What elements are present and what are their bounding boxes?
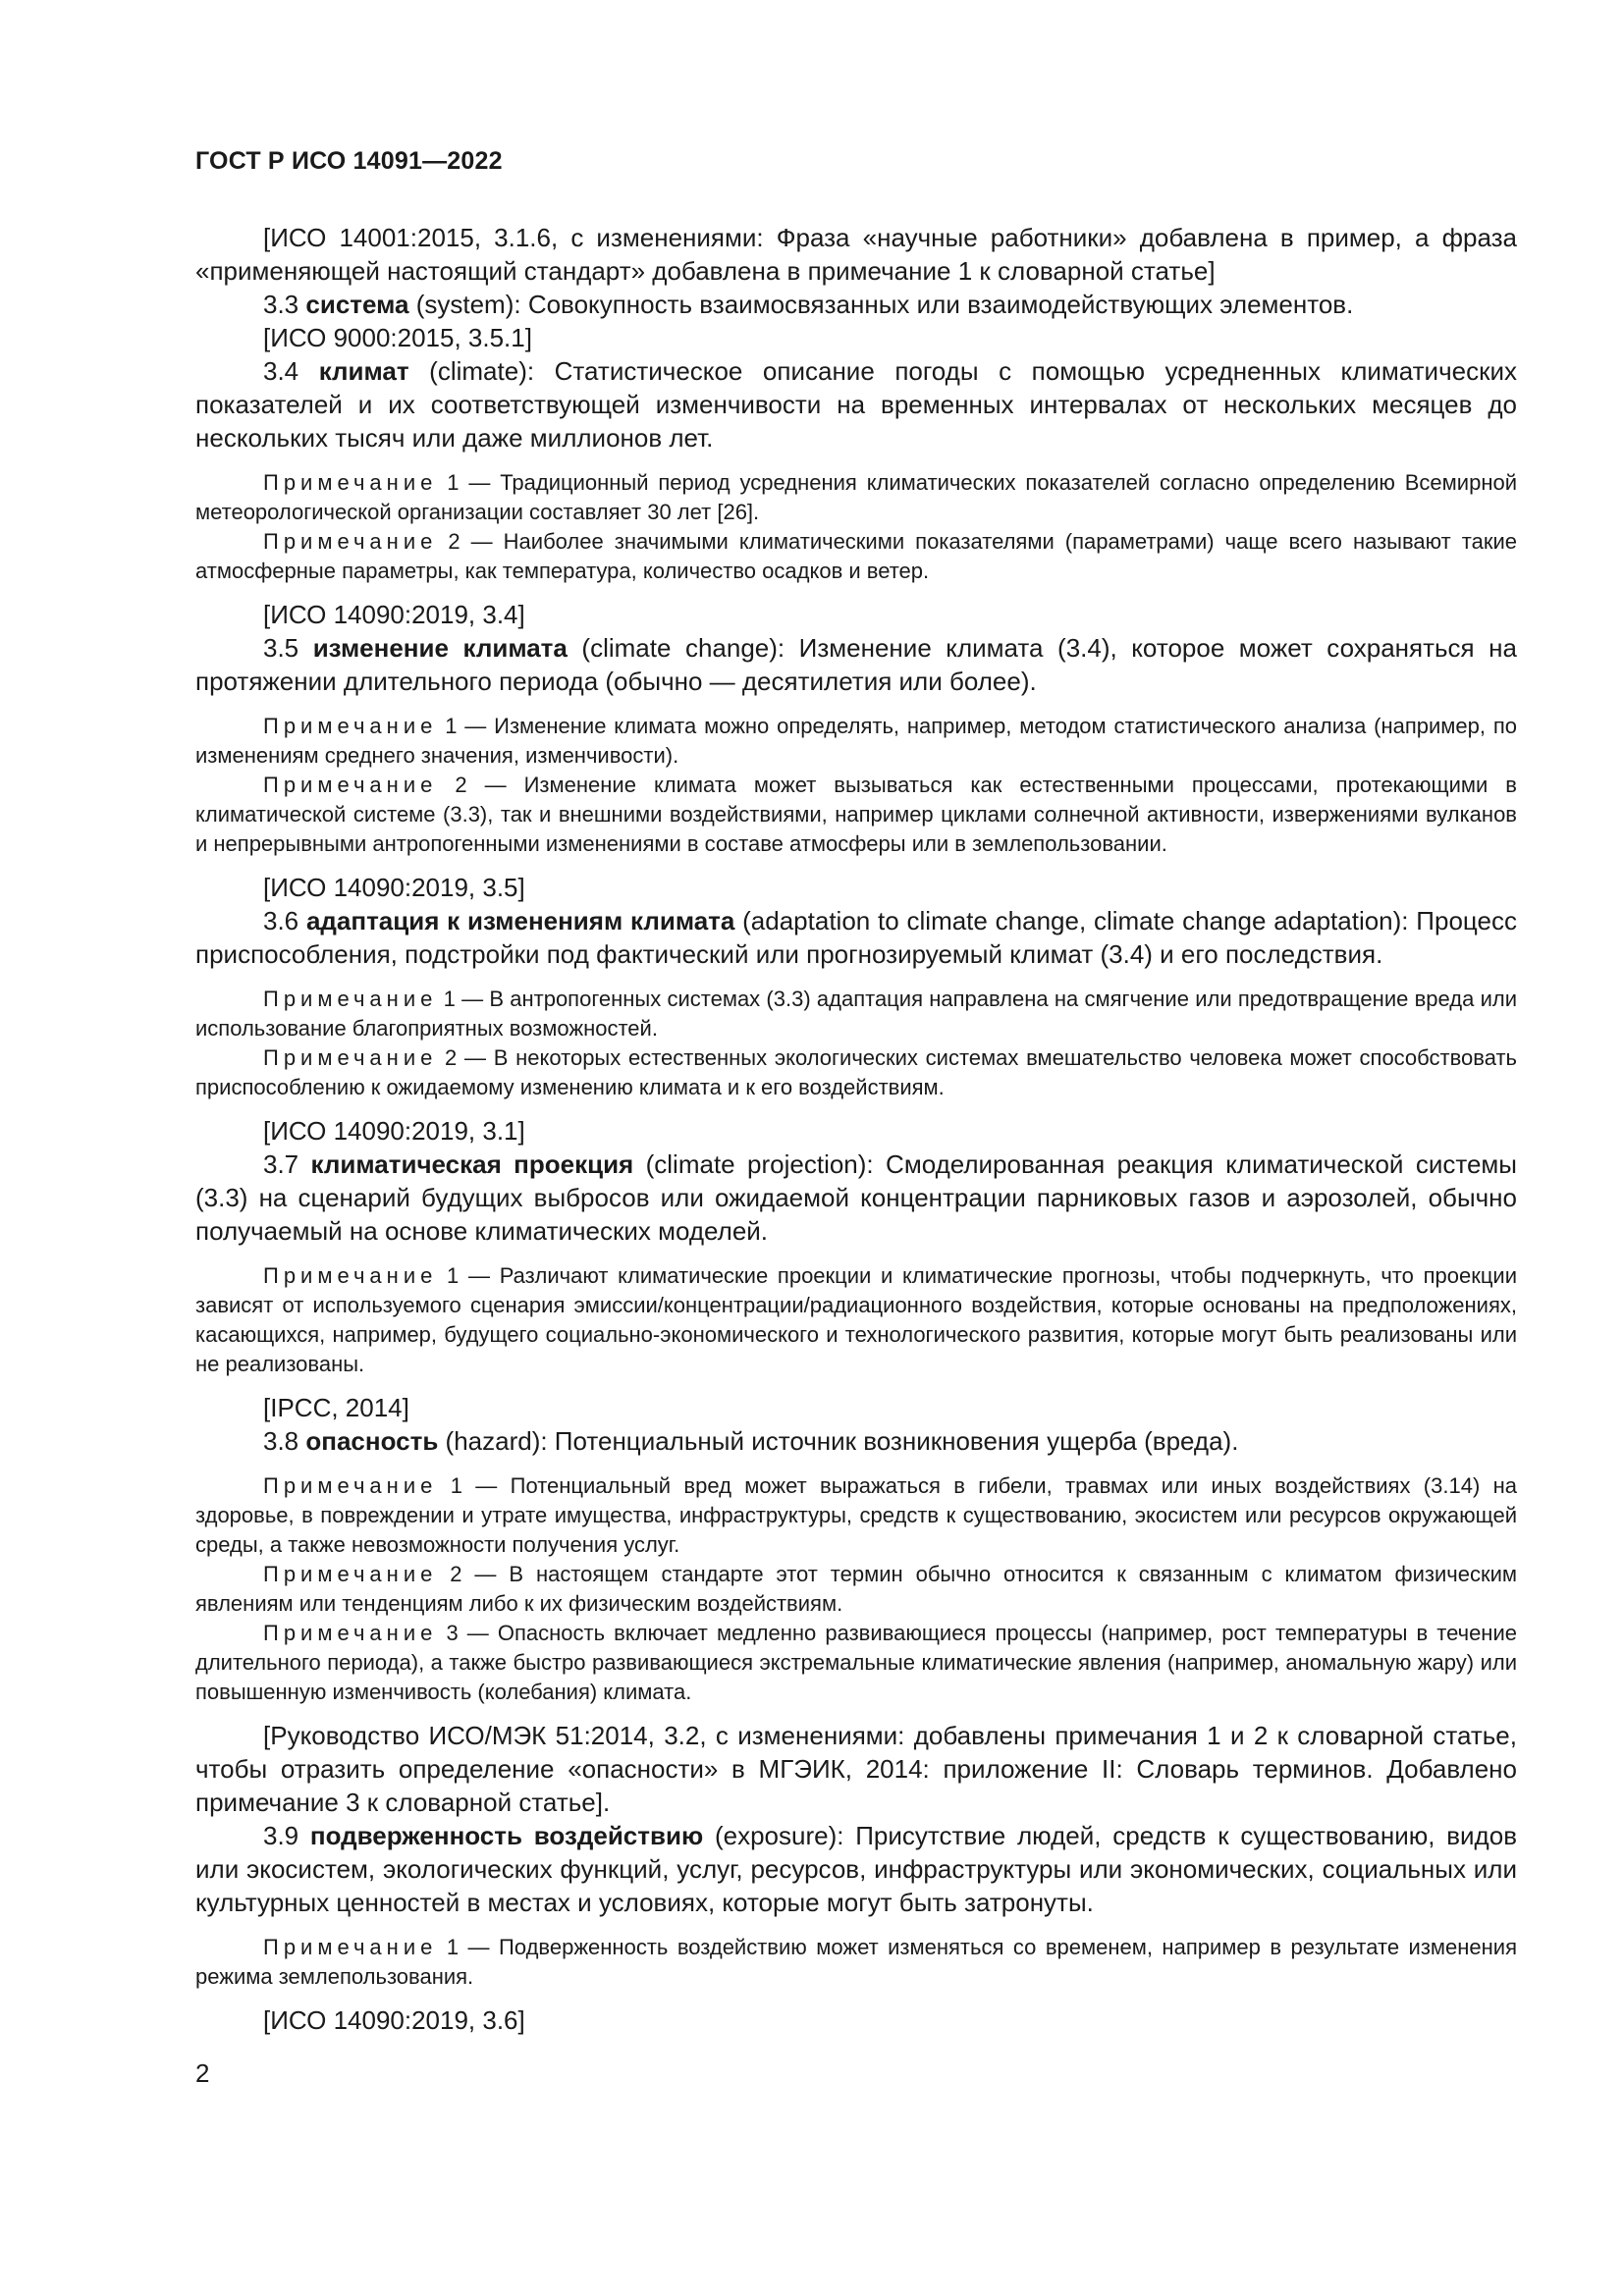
- note: [195, 712, 1517, 771]
- note: [195, 1043, 1517, 1102]
- note-text: Различают климатические проекции и климатические прогнозы, чтобы подчеркнуть, что проекции зависят от используемого сценария эмиссии/концентрации/радиационного воздействия, которые основаны на предположениях, касающихся, например, будущего социально-экономического и технологического развития, которые могут быть реализованы или не реализованы.: [195, 1263, 1517, 1376]
- note-number: 2 —: [437, 1045, 494, 1070]
- note-text: Подверженность воздействию может изменяться со временем, например в результате изменения режима землепользования.: [195, 1935, 1517, 1989]
- term-name: адаптация к изменениям климата: [305, 906, 735, 935]
- term-text: (climate projection): Смоделированная реакция климатической системы (3.3) на сценарий будущих выбросов или ожидаемой концентрации парниковых газов и аэрозолей, обычно получаемый на основе климатических моделей.: [195, 1149, 1517, 1246]
- term-name: система: [305, 290, 409, 319]
- note-label: Примечание: [263, 470, 438, 495]
- term-text: (hazard): Потенциальный источник возникновения ущерба (вреда).: [438, 1426, 1239, 1456]
- term-text: (system): Совокупность взаимосвязанных или взаимодействующих элементов.: [408, 290, 1354, 319]
- term-number: 3.4: [263, 356, 319, 386]
- term-name: подверженность воздействию: [309, 1821, 704, 1850]
- term-definition: [195, 354, 1517, 454]
- note-label: Примечание: [263, 714, 438, 738]
- document-header: ГОСТ Р ИСО 14091—2022: [195, 147, 503, 175]
- note-number: 1 —: [437, 987, 490, 1011]
- note-text: Потенциальный вред может выражаться в гибели, травмах или иных воздействиях (3.14) на здоровье, в повреждении и утрате имущества, инфраструктуры, средств к существованию, экосистем или ресурсов окружающей среды, а также невозможности получения услуг.: [195, 1473, 1518, 1557]
- note-number: 1 —: [437, 470, 501, 495]
- source-reference: [IPCC, 2014]: [263, 1393, 409, 1422]
- term-number: 3.5: [263, 633, 313, 663]
- source-reference: [ИСО 14090:2019, 3.1]: [263, 1116, 525, 1146]
- term-number: 3.3: [263, 290, 306, 319]
- note: [195, 1261, 1517, 1379]
- note-label: Примечание: [263, 529, 438, 554]
- note-text: В настоящем стандарте этот термин обычно относится к связанным с климатом физическим явлениям или тенденциям либо к их физическим воздействиям.: [195, 1562, 1517, 1616]
- note-text: Изменение климата может вызываться как естественными процессами, протекающими в климатической системе (3.3), так и внешними воздействиями, например циклами солнечной активности, извержениями вулканов и непрерывными антропогенными изменениями в составе атмосферы или в землепользовании.: [195, 773, 1517, 856]
- term-definition: [195, 904, 1517, 971]
- note-label: Примечание: [263, 1263, 438, 1288]
- note-text: Традиционный период усреднения климатических показателей согласно определению Всемирной метеорологической организации составляет 30 лет [26].: [195, 470, 1517, 524]
- page-number: 2: [195, 2058, 210, 2088]
- term-name: изменение климата: [312, 633, 568, 663]
- note-text: В антропогенных системах (3.3) адаптация направлена на смягчение или предотвращение вреда или использование благоприятных возможностей.: [195, 987, 1517, 1041]
- note-number: 1 —: [437, 1935, 500, 1959]
- term-definition: [195, 288, 1517, 321]
- note-number: 2 —: [437, 1562, 510, 1586]
- term-name: климат: [318, 356, 409, 386]
- note: [195, 771, 1517, 859]
- note-label: Примечание: [263, 987, 438, 1011]
- term-text: (climate change): Изменение климата (3.4), которое может сохраняться на протяжении длительного периода (обычно — десятилетия или более).: [195, 633, 1517, 696]
- source-reference: [ИСО 14090:2019, 3.5]: [263, 873, 525, 902]
- note: [195, 1619, 1517, 1707]
- term-definition: [195, 631, 1517, 698]
- source-reference: [ИСО 14090:2019, 3.6]: [263, 2005, 525, 2035]
- term-number: 3.6: [263, 906, 306, 935]
- term-number: 3.7: [263, 1149, 311, 1179]
- note-number: 1 —: [437, 714, 495, 738]
- note: [195, 468, 1517, 527]
- paragraph: [Руководство ИСО/МЭК 51:2014, 3.2, с изменениями: добавлены примечания 1 и 2 к словарной статье, чтобы отразить определение «опасности» в МГЭИК, 2014: приложение II: Словарь терминов. Добавлено примечание 3 к словарной статье].: [195, 1721, 1517, 1817]
- term-number: 3.8: [263, 1426, 306, 1456]
- note-number: 3 —: [437, 1621, 498, 1645]
- note-number: 1 —: [437, 1473, 511, 1498]
- term-name: климатическая проекция: [310, 1149, 634, 1179]
- term-number: 3.9: [263, 1821, 310, 1850]
- document-body: [195, 221, 1517, 2037]
- note-number: 2 —: [437, 529, 504, 554]
- note-text: Опасность включает медленно развивающиеся процессы (например, рост температуры в течение длительного периода), а также быстро развивающиеся экстремальные климатические явления (например, аномальную жару) или повышенную изменчивость (колебания) климата.: [195, 1621, 1517, 1704]
- note-text: Наиболее значимыми климатическими показателями (параметрами) чаще всего называют такие атмосферные параметры, как температура, количество осадков и ветер.: [195, 529, 1517, 583]
- note-label: Примечание: [263, 1562, 438, 1586]
- note: [195, 1471, 1517, 1560]
- term-text: (exposure): Присутствие людей, средств к существованию, видов или экосистем, экологических функций, услуг, ресурсов, инфраструктуры или экономических, социальных или культурных ценностей в местах и условиях, которые могут быть затронуты.: [195, 1821, 1518, 1917]
- note-label: Примечание: [263, 1621, 438, 1645]
- term-definition: [195, 1148, 1517, 1248]
- note-number: 2 —: [437, 773, 524, 797]
- note: [195, 985, 1517, 1043]
- note-number: 1 —: [437, 1263, 500, 1288]
- source-reference: [ИСО 14090:2019, 3.4]: [263, 600, 525, 629]
- paragraph: [ИСО 14001:2015, 3.1.6, с изменениями: Фраза «научные работники» добавлена в пример, а фраза «применяющей настоящий стандарт» добавлена в примечание 1 к словарной статье]: [195, 223, 1517, 286]
- term-definition: [195, 1424, 1517, 1458]
- note-label: Примечание: [263, 1935, 438, 1959]
- note: [195, 1933, 1517, 1992]
- note-label: Примечание: [263, 773, 438, 797]
- note: [195, 1560, 1517, 1619]
- note-label: Примечание: [263, 1045, 438, 1070]
- source-reference: [ИСО 9000:2015, 3.5.1]: [263, 323, 532, 352]
- term-name: опасность: [305, 1426, 439, 1456]
- term-text: (adaptation to climate change, climate change adaptation): Процесс приспособления, подстройки под фактический или прогнозируемый климат (3.4) и его последствия.: [195, 906, 1517, 969]
- note-label: Примечание: [263, 1473, 438, 1498]
- note-text: В некоторых естественных экологических системах вмешательство человека может способствовать приспособлению к ожидаемому изменению климата и к его воздействиям.: [195, 1045, 1517, 1099]
- note: [195, 527, 1517, 586]
- note-text: Изменение климата можно определять, например, методом статистического анализа (например, по изменениям среднего значения, изменчивости).: [195, 714, 1517, 768]
- term-text: (climate): Статистическое описание погоды с помощью усредненных климатических показателей и их соответствующей изменчивости на временных интервалах от нескольких месяцев до нескольких тысяч или даже миллионов лет.: [195, 356, 1517, 453]
- term-definition: [195, 1819, 1517, 1919]
